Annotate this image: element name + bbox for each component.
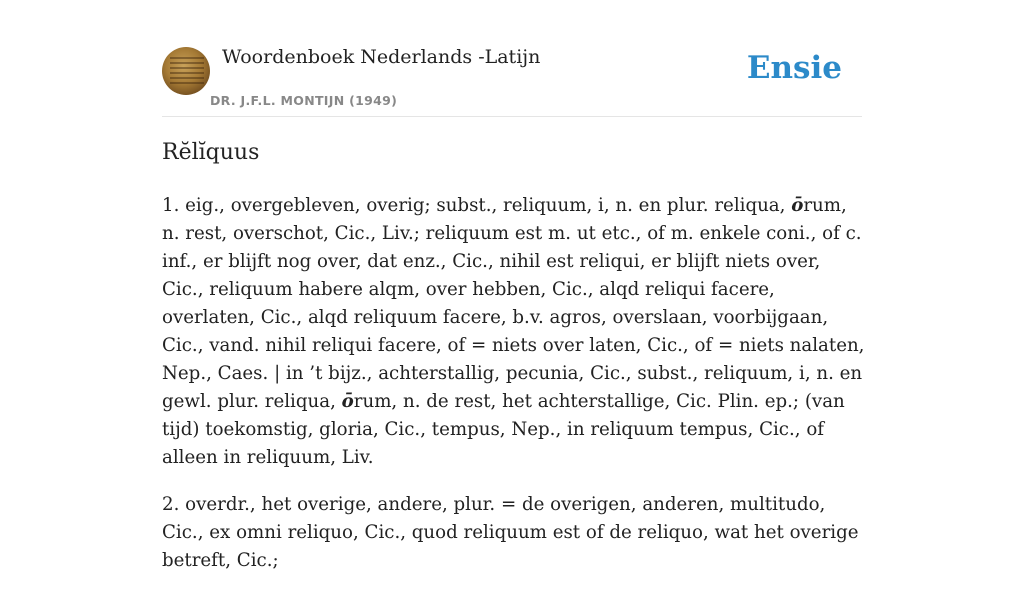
sense-1-text-b: rum, n. rest, overschot, Cic., Liv.; reliquum est m. ut etc., of m. enkele coni., of c. inf., er blijft nog over, dat enz., Cic., nihil est reliqui, er blijft niets over, Cic., reliquum habere alqm, over hebben, Cic., alqd reliqui facere, overlaten, Cic., alqd reliquum facere, b.v. agros, overslaan, voorbijgaan, Cic., vand. nihil reliqui facere, of = niets over laten, Cic., of = niets nalaten, Nep., Caes. | in ’t bijz., achterstallig, pecunia, Cic., subst., reliquum, i, n. en gewl. plur. reliqua, (162, 195, 865, 412)
author-credit[interactable]: DR. J.F.L. MONTIJN (1949) (210, 93, 398, 108)
sense-1 (162, 192, 866, 472)
coin-seal-icon (162, 47, 210, 95)
sense-1-text-c: rum, n. de rest, het achterstallige, Cic. Plin. ep.; (van tijd) toekomstig, gloria, Cic., tempus, Nep., in reliquum tempus, Cic., of alleen in reliquum, Liv. (162, 391, 845, 468)
header (162, 0, 862, 117)
brand-logo[interactable]: Ensie (746, 50, 842, 86)
book-title[interactable]: Woordenboek Nederlands -Latijn (222, 46, 541, 68)
sense-1-text-a: 1. eig., overgebleven, overig; subst., reliquum, i, n. en plur. reliqua, (162, 195, 792, 216)
definition (162, 192, 866, 594)
headword: Rĕlĭquus (162, 140, 260, 165)
long-vowel-mark: ō (341, 391, 354, 412)
long-vowel-mark: ō (791, 195, 804, 216)
sense-2: 2. overdr., het overige, andere, plur. = de overigen, anderen, multitudo, Cic., ex omni reliquo, Cic., quod reliquum est of de reliquo, wat het overige betreft, Cic.; (162, 494, 859, 571)
